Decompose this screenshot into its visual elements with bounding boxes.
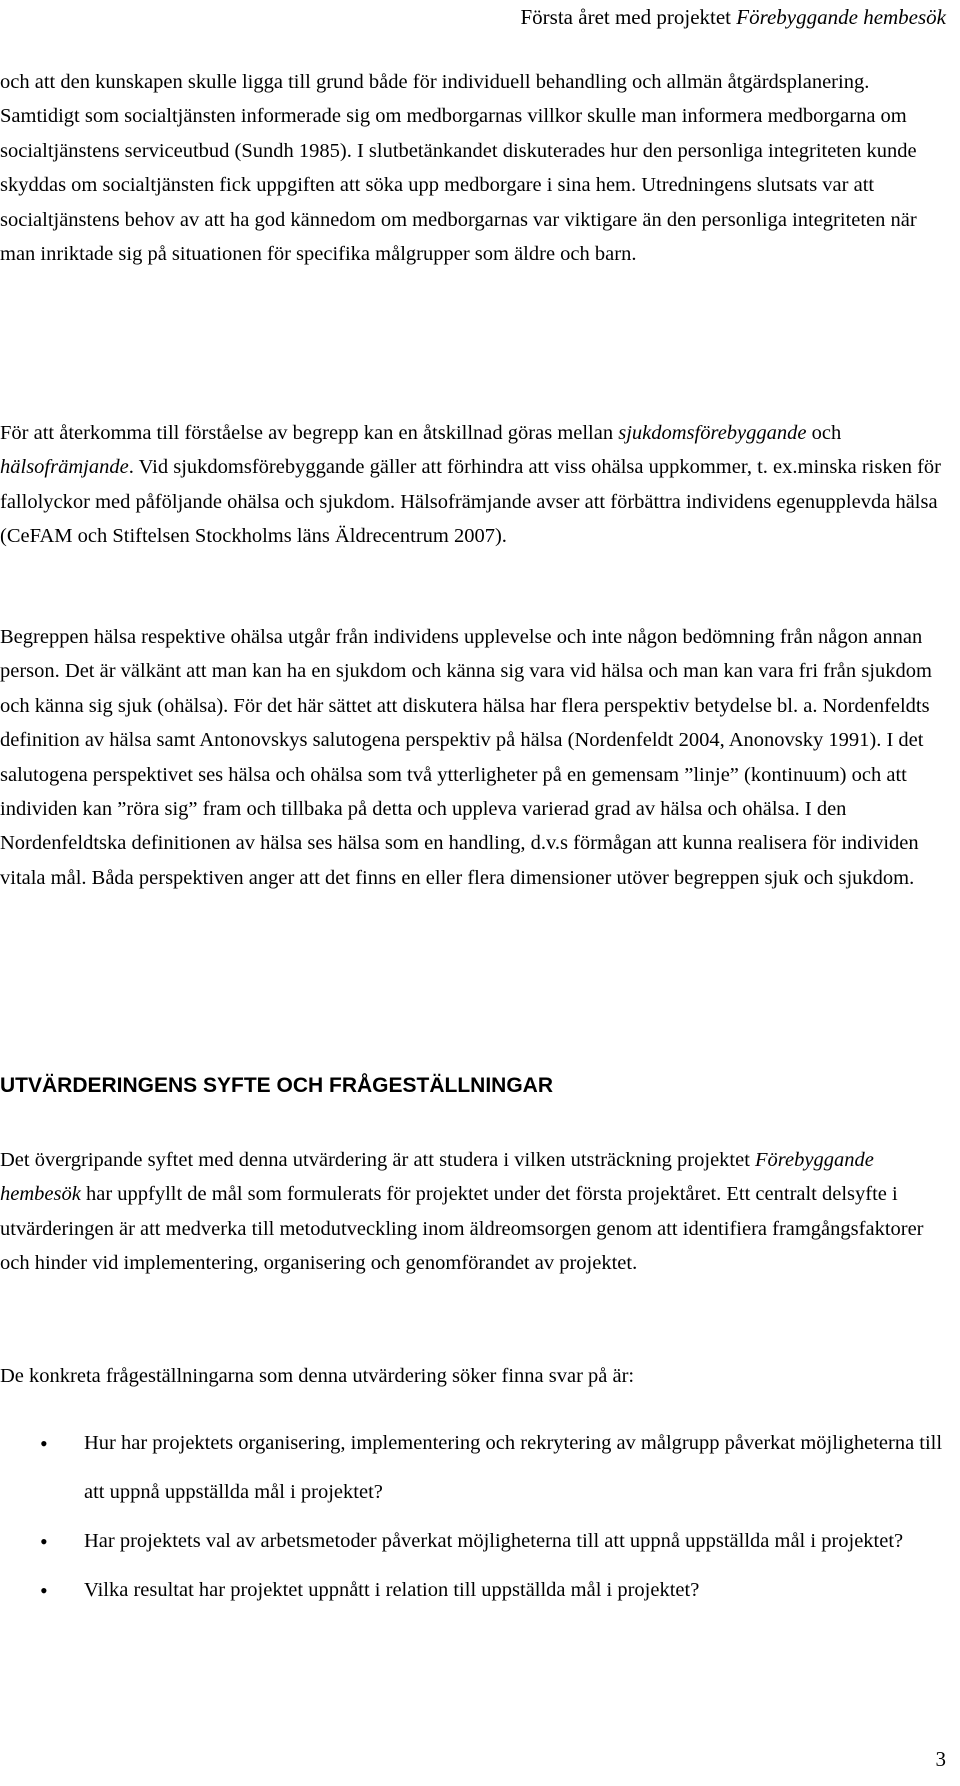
paragraph-concepts: För att återkomma till förståelse av begrepp kan en åtskillnad göras mellan sjukdomsförebyggande och hälsofrämjande. Vid sjukdomsförebyggande gäller att förhindra att viss ohälsa uppkommer, t. ex.minska risken för fallolyckor med påföljande ohälsa och sjukdom. Hälsofrämjande avser att förbättra individens egenupplevda hälsa (CeFAM och Stiftelsen Stockholms läns Äldrecentrum 2007). xyxy=(0,422,941,548)
bullet-icon: • xyxy=(40,1578,48,1603)
term-sjukdomsforebyggande: sjukdomsförebyggande xyxy=(618,422,807,444)
term-halsoframjande: hälsofrämjande xyxy=(0,456,129,479)
page-number: 3 xyxy=(935,1747,946,1771)
question-list xyxy=(0,1419,960,1615)
list-item: • Har projektets val av arbetsmetoder påverkat möjligheterna till att uppnå uppställda mål i projektet? xyxy=(0,1517,960,1566)
header-title: Första året med projektet xyxy=(520,5,732,29)
bullet-icon: • xyxy=(40,1529,48,1554)
running-header xyxy=(521,4,947,30)
header-project-name: Förebyggande hembesök xyxy=(736,5,946,29)
list-item: • Hur har projektets organisering, implementering och rekrytering av målgrupp påverkat möjligheterna till att uppnå uppställda mål i projektet? xyxy=(0,1419,960,1517)
project-name: Förebyggande hembesök xyxy=(0,1149,874,1206)
bullet-icon: • xyxy=(40,1431,48,1456)
paragraph-integrity: och att den kunskapen skulle ligga till grund både för individuell behandling och allmän åtgärdsplanering. Samtidigt som socialtjänsten informerade sig om medborgarnas villkor skulle man informera medborgarna om socialtjänstens serviceutbud (Sundh 1985). I slutbetänkandet diskuterades hur den personliga integriteten kunde skyddas om socialtjänsten fick uppgiften att söka upp medborgare i sina hem. Utredningens slutsats var att socialtjänstens behov av att ha god kännedom om medborgarnas var viktigare än den personliga integriteten när man inriktade sig på situationen för specifika målgrupper som äldre och barn. xyxy=(0,71,917,266)
paragraph-health-perspectives: Begreppen hälsa respektive ohälsa utgår från individens upplevelse och inte någon bedömning från någon annan person. Det är välkänt att man kan ha en sjukdom och känna sig vara vid hälsa och man kan vara fri från sjukdom och känna sig sjuk (ohälsa). För det här sättet att diskutera hälsa har flera perspektiv betydelse bl. a. Nordenfeldts definition av hälsa samt Antonovskys salutogena perspektiv på hälsa (Nordenfeldt 2004, Anonovsky 1991). I det salutogena perspektivet ses hälsa och ohälsa som två ytterligheter på en gemensam ”linje” (kontinuum) och att individen kan ”röra sig” fram och tillbaka på detta och uppleva varierad grad av hälsa och ohälsa. I den Nordenfeldtska definitionen av hälsa ses hälsa som en handling, d.v.s förmågan att kunna realisera för individen vitala mål. Båda perspektiven anger att det finns en eller flera dimensioner utöver begreppen sjuk och sjukdom. xyxy=(0,626,932,889)
paragraph-purpose: Det övergripande syftet med denna utvärdering är att studera i vilken utsträckning projektet Förebyggande hembesök har uppfyllt de mål som formulerats för projektet under det första projektåret. Ett centralt delsyfte i utvärderingen är att medverka till metodutveckling inom äldreomsorgen genom att identifiera framgångsfaktorer och hinder vid implementering, organisering och genomförandet av projektet. xyxy=(0,1149,924,1275)
list-item: • Vilka resultat har projektet uppnått i relation till uppställda mål i projektet? xyxy=(0,1566,960,1615)
section-heading: UTVÄRDERINGENS SYFTE OCH FRÅGESTÄLLNINGAR xyxy=(0,1074,554,1097)
paragraph-questions-intro: De konkreta frågeställningarna som denna utvärdering söker finna svar på är: xyxy=(0,1365,635,1387)
